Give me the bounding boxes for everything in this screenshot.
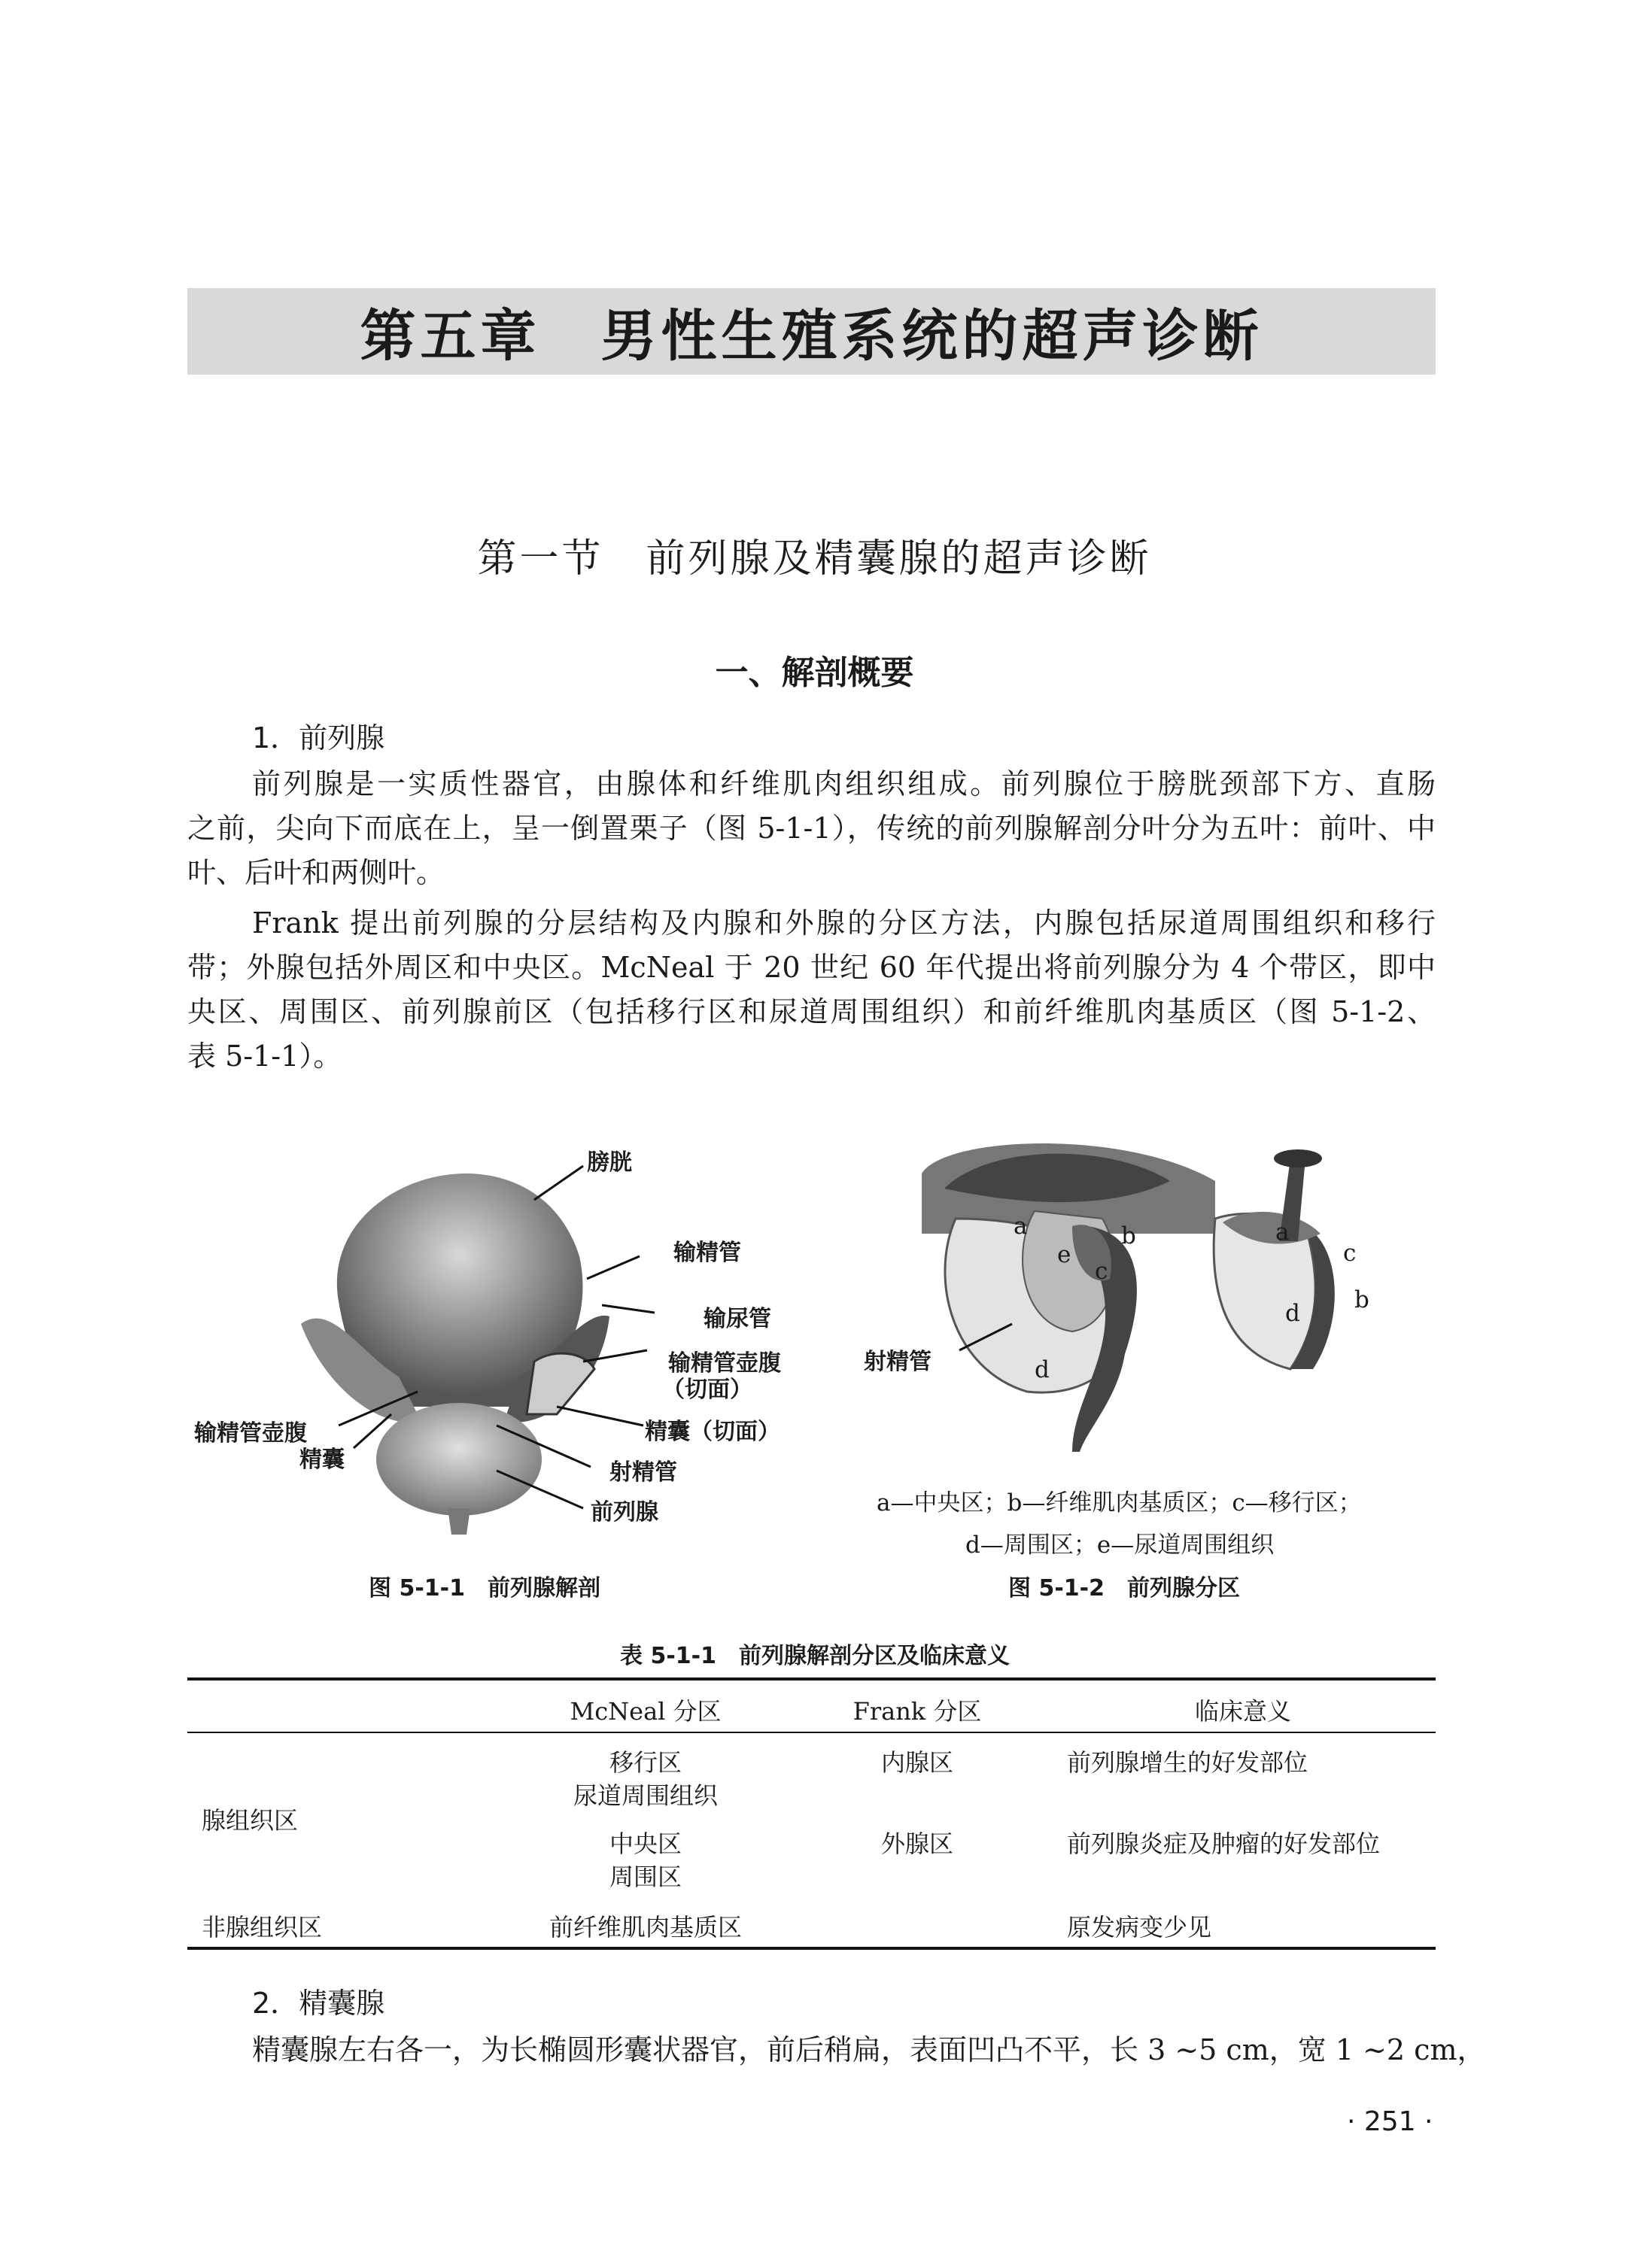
table-cell-clinical: 前列腺炎症及肿瘤的好发部位 — [1067, 1829, 1381, 1858]
table-cell-mcneal: 中央区 — [609, 1829, 682, 1858]
table-cell-clinical: 原发病变少见 — [1067, 1913, 1212, 1942]
page-number: · 251 · — [1347, 2106, 1433, 2137]
paragraph-line: 表 5-1-1）。 — [187, 1040, 342, 1073]
label-ampulla: 输精管壶腹 — [194, 1420, 307, 1447]
table-header: McNeal 分区 — [570, 1697, 722, 1726]
paragraph-line: 央区、周围区、前列腺前区（包括移行区和尿道周围组织）和前纤维肌肉基质区（图 5-1-2、 — [187, 995, 1436, 1028]
label-seminal-vesicle-cut: 精囊（切面） — [645, 1419, 780, 1445]
table-caption: 表 5-1-1 前列腺解剖分区及临床意义 — [620, 1643, 1010, 1669]
subsection-title: 一、解剖概要 — [715, 654, 914, 692]
prostate-anatomy-illustration — [286, 1128, 813, 1550]
section-title: 第一节 前列腺及精囊腺的超声诊断 — [477, 536, 1152, 581]
figure-2-caption: 图 5-1-2 前列腺分区 — [1008, 1575, 1240, 1602]
label-vas-deferens: 输精管 — [673, 1240, 741, 1266]
paragraph-line: Frank 提出前列腺的分层结构及内腺和外腺的分区方法，内腺包括尿道周围组织和移行 — [252, 906, 1436, 940]
label-ureter: 输尿管 — [704, 1306, 771, 1332]
label-ampulla-cut-note: （切面） — [662, 1377, 752, 1403]
label-prostate: 前列腺 — [591, 1499, 658, 1526]
zone-label-d: d — [1035, 1356, 1050, 1383]
paragraph-line: 精囊腺左右各一，为长椭圆形囊状器官，前后稍扁，表面凹凸不平，长 3 ~5 cm，宽 1 ~2 cm， — [252, 2033, 1486, 2066]
zone-label-b: b — [1121, 1222, 1136, 1249]
label-ejaculatory-duct: 射精管 — [609, 1459, 677, 1486]
figure-1-caption: 图 5-1-1 前列腺解剖 — [369, 1575, 600, 1602]
table-cell-mcneal: 移行区 — [609, 1748, 682, 1777]
chapter-title: 第五章 男性生殖系统的超声诊断 — [360, 303, 1263, 369]
heading-seminal-vesicle: 2．精囊腺 — [252, 1987, 385, 2020]
table-cell-mcneal: 尿道周围组织 — [573, 1781, 719, 1810]
table-cell-group: 腺组织区 — [202, 1806, 299, 1835]
paragraph-line: 带；外腺包括外周区和中央区。McNeal 于 20 世纪 60 年代提出将前列腺分为 4 个带区，即中 — [187, 951, 1436, 984]
table-cell-mcneal: 前纤维肌肉基质区 — [549, 1913, 743, 1942]
label-ampulla-cut: 输精管壶腹 — [668, 1350, 781, 1377]
chapter-title-band — [187, 288, 1436, 375]
paragraph-line: 前列腺是一实质性器官，由腺体和纤维肌肉组织组成。前列腺位于膀胱颈部下方、直肠 — [252, 767, 1436, 800]
table-header: 临床意义 — [1194, 1697, 1292, 1726]
label-ejaculatory-duct-2: 射精管 — [864, 1349, 932, 1375]
paragraph-line: 叶、后叶和两侧叶。 — [187, 856, 445, 889]
zone-label-c-right: c — [1343, 1240, 1357, 1267]
prostate-zones-illustration — [899, 1128, 1426, 1474]
zone-label-c: c — [1095, 1258, 1108, 1285]
zone-label-a-right: a — [1275, 1219, 1290, 1246]
table-cell-frank: 外腺区 — [880, 1829, 954, 1858]
zone-label-e: e — [1057, 1241, 1071, 1268]
table-cell-clinical: 前列腺增生的好发部位 — [1067, 1748, 1308, 1777]
table-header: Frank 分区 — [852, 1697, 982, 1726]
heading-prostate: 1．前列腺 — [252, 721, 385, 754]
table-cell-frank: 内腺区 — [880, 1748, 954, 1777]
table-header-rule — [187, 1732, 1436, 1733]
zone-label-d-right: d — [1285, 1300, 1300, 1327]
table-cell-group: 非腺组织区 — [202, 1913, 323, 1942]
figure-2-legend-line-1: a—中央区；b—纤维肌肉基质区；c—移行区； — [877, 1489, 1362, 1517]
table-cell-mcneal: 周围区 — [609, 1863, 682, 1891]
figure-2-legend-line-2: d—周围区；e—尿道周围组织 — [965, 1532, 1275, 1559]
label-bladder: 膀胱 — [587, 1149, 632, 1176]
table-top-rule — [187, 1677, 1436, 1681]
zone-label-b-right: b — [1354, 1286, 1369, 1313]
table-bottom-rule — [187, 1947, 1436, 1950]
label-seminal-vesicle: 精囊 — [299, 1447, 345, 1473]
zone-label-a: a — [1014, 1213, 1028, 1240]
paragraph-line: 之前，尖向下而底在上，呈一倒置栗子（图 5-1-1），传统的前列腺解剖分叶分为五叶：前叶、中 — [187, 812, 1436, 845]
